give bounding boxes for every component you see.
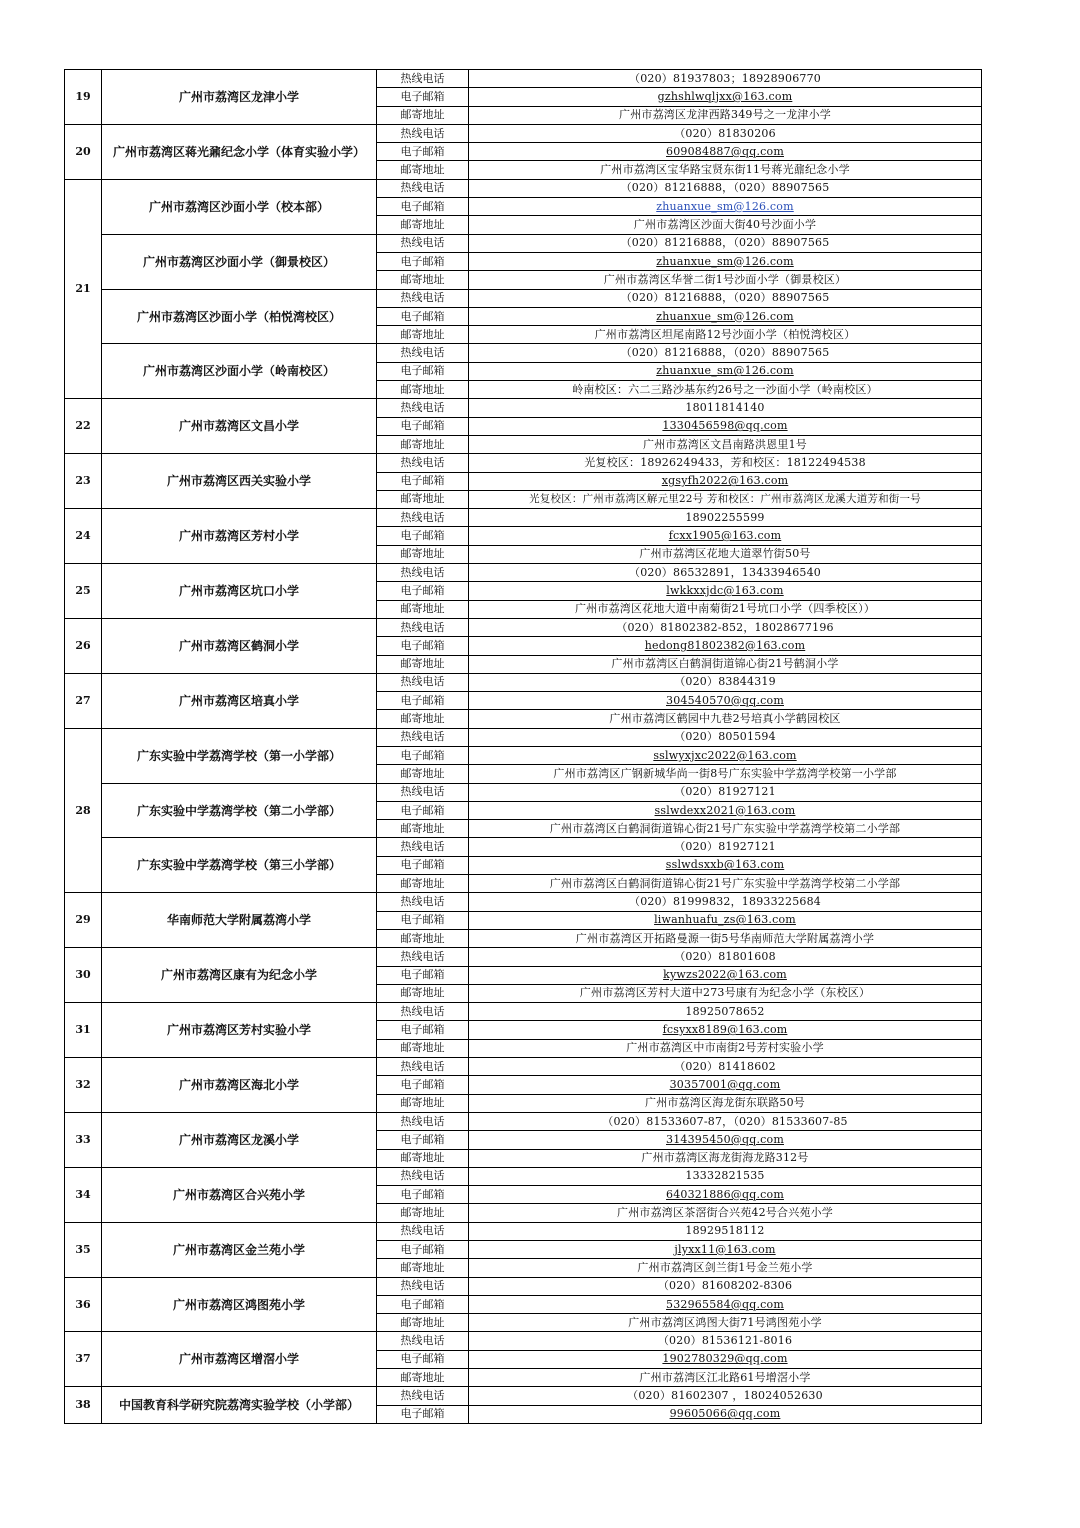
row-number: 26 xyxy=(65,618,102,673)
mailing-address-value: 广州市荔湾区海龙街东联路50号 xyxy=(469,1094,982,1112)
email-address[interactable]: 99605066@qq.com xyxy=(669,1407,781,1421)
row-number: 38 xyxy=(65,1387,102,1424)
school-name: 广州市荔湾区芳村实验小学 xyxy=(102,1003,377,1058)
school-name: 广州市荔湾区沙面小学（岭南校区） xyxy=(102,344,377,399)
email-address[interactable]: fcsyxx8189@163.com xyxy=(662,1023,788,1037)
email-link[interactable] xyxy=(469,692,982,710)
hotline-value: （020）80501594 xyxy=(469,728,982,746)
school-name: 广州市荔湾区康有为纪念小学 xyxy=(102,948,377,1003)
mailing-address-value: 广州市荔湾区白鹤洞街道锦心街21号鹤洞小学 xyxy=(469,655,982,673)
table-row xyxy=(65,728,982,746)
email-label: 电子邮箱 xyxy=(377,692,469,710)
email-address[interactable]: 314395450@qq.com xyxy=(666,1132,784,1146)
email-label: 电子邮箱 xyxy=(377,966,469,984)
row-number: 32 xyxy=(65,1058,102,1113)
row-number: 37 xyxy=(65,1332,102,1387)
email-label: 电子邮箱 xyxy=(377,801,469,819)
address-label: 邮寄地址 xyxy=(377,1149,469,1167)
phone-label: 热线电话 xyxy=(377,399,469,417)
table-row xyxy=(65,344,982,362)
email-link[interactable] xyxy=(469,911,982,929)
hotline-value: 18925078652 xyxy=(469,1003,982,1021)
table-row xyxy=(65,564,982,582)
phone-label: 热线电话 xyxy=(377,1277,469,1295)
email-label: 电子邮箱 xyxy=(377,1295,469,1313)
email-label: 电子邮箱 xyxy=(377,88,469,106)
row-number: 23 xyxy=(65,454,102,509)
address-label: 邮寄地址 xyxy=(377,271,469,289)
email-link[interactable] xyxy=(469,88,982,106)
hotline-value: （020）81536121-8016 xyxy=(469,1332,982,1350)
table-row xyxy=(65,1058,982,1076)
email-link[interactable] xyxy=(469,252,982,270)
email-link[interactable] xyxy=(469,1021,982,1039)
phone-label: 热线电话 xyxy=(377,618,469,636)
hotline-value: （020）81999832，18933225684 xyxy=(469,893,982,911)
email-address[interactable]: gzhshlwqljxx@163.com xyxy=(657,89,793,103)
hotline-value: 18902255599 xyxy=(469,509,982,527)
table-row xyxy=(65,509,982,527)
school-name: 华南师范大学附属荔湾小学 xyxy=(102,893,377,948)
table-row xyxy=(65,289,982,307)
school-name: 中国教育科学研究院荔湾实验学校（小学部） xyxy=(102,1387,377,1424)
email-address[interactable]: kywzs2022@163.com xyxy=(663,968,787,982)
phone-label: 热线电话 xyxy=(377,728,469,746)
email-link[interactable] xyxy=(469,1295,982,1313)
hotline-value: （020）81216888，（020）88907565 xyxy=(469,344,982,362)
email-link[interactable] xyxy=(469,1241,982,1259)
email-link[interactable] xyxy=(469,527,982,545)
school-name: 广州市荔湾区文昌小学 xyxy=(102,399,377,454)
table-row xyxy=(65,838,982,856)
phone-label: 热线电话 xyxy=(377,838,469,856)
email-link[interactable] xyxy=(469,1350,982,1368)
phone-label: 热线电话 xyxy=(377,454,469,472)
phone-label: 热线电话 xyxy=(377,1058,469,1076)
hotline-value: （020）81927121 xyxy=(469,783,982,801)
email-label: 电子邮箱 xyxy=(377,582,469,600)
mailing-address-value: 广州市荔湾区华誉二街1号沙面小学（御景校区） xyxy=(469,271,982,289)
email-address[interactable]: 1330456598@qq.com xyxy=(662,419,788,433)
email-label: 电子邮箱 xyxy=(377,637,469,655)
hotline-value: （020）81608202-8306 xyxy=(469,1277,982,1295)
school-name: 广东实验中学荔湾学校（第三小学部） xyxy=(102,838,377,893)
row-number: 22 xyxy=(65,399,102,454)
hotline-value: （020）81830206 xyxy=(469,124,982,142)
mailing-address-value: 广州市荔湾区白鹤洞街道锦心街21号广东实验中学荔湾学校第二小学部 xyxy=(469,875,982,893)
row-number: 25 xyxy=(65,564,102,619)
phone-label: 热线电话 xyxy=(377,1332,469,1350)
hotline-value: 18011814140 xyxy=(469,399,982,417)
email-link[interactable] xyxy=(469,417,982,435)
school-name: 广州市荔湾区鹤洞小学 xyxy=(102,618,377,673)
address-label: 邮寄地址 xyxy=(377,545,469,563)
hotline-value: （020）81602307 ，18024052630 xyxy=(469,1387,982,1405)
email-address[interactable]: liwanhuafu_zs@163.com xyxy=(654,913,796,927)
school-name: 广东实验中学荔湾学校（第一小学部） xyxy=(102,728,377,783)
mailing-address-value: 广州市荔湾区中市南街2号芳村实验小学 xyxy=(469,1039,982,1057)
address-label: 邮寄地址 xyxy=(377,1314,469,1332)
phone-label: 热线电话 xyxy=(377,179,469,197)
hotline-value: （020）81216888，（020）88907565 xyxy=(469,234,982,252)
school-name: 广州市荔湾区龙溪小学 xyxy=(102,1112,377,1167)
email-address[interactable]: 304540570@qq.com xyxy=(666,693,784,707)
row-number: 34 xyxy=(65,1167,102,1222)
phone-label: 热线电话 xyxy=(377,1222,469,1240)
email-address[interactable]: 609084887@qq.com xyxy=(666,144,784,158)
mailing-address-value: 光复校区：广州市荔湾区解元里22号 芳和校区：广州市荔湾区龙溪大道芳和街一号 xyxy=(469,490,982,508)
email-address[interactable]: jlyxx11@163.com xyxy=(674,1242,776,1256)
mailing-address-value: 岭南校区：六二三路沙基东约26号之一沙面小学（岭南校区） xyxy=(469,381,982,399)
hotline-value: （020）83844319 xyxy=(469,673,982,691)
row-number: 19 xyxy=(65,70,102,125)
email-link[interactable] xyxy=(469,472,982,490)
row-number: 30 xyxy=(65,948,102,1003)
email-link[interactable] xyxy=(469,582,982,600)
address-label: 邮寄地址 xyxy=(377,1259,469,1277)
school-name: 广州市荔湾区蒋光鼐纪念小学（体育实验小学） xyxy=(102,124,377,179)
table-row xyxy=(65,948,982,966)
email-link[interactable] xyxy=(469,637,982,655)
email-address[interactable]: sslwyxjxc2022@163.com xyxy=(653,748,797,762)
address-label: 邮寄地址 xyxy=(377,929,469,947)
table-row xyxy=(65,1167,982,1185)
address-label: 邮寄地址 xyxy=(377,490,469,508)
phone-label: 热线电话 xyxy=(377,1003,469,1021)
mailing-address-value: 广州市荔湾区沙面大街40号沙面小学 xyxy=(469,216,982,234)
email-address[interactable]: fcxx1905@163.com xyxy=(668,529,782,543)
email-address[interactable]: zhuanxue_sm@126.com xyxy=(656,199,794,213)
email-link[interactable] xyxy=(469,307,982,325)
email-address[interactable]: 30357001@qq.com xyxy=(669,1077,781,1091)
email-address[interactable]: zhuanxue_sm@126.com xyxy=(656,309,794,323)
mailing-address-value: 广州市荔湾区芳村大道中273号康有为纪念小学（东校区） xyxy=(469,984,982,1002)
phone-label: 热线电话 xyxy=(377,1387,469,1405)
row-number: 24 xyxy=(65,509,102,564)
email-label: 电子邮箱 xyxy=(377,1076,469,1094)
address-label: 邮寄地址 xyxy=(377,381,469,399)
row-number: 33 xyxy=(65,1112,102,1167)
phone-label: 热线电话 xyxy=(377,564,469,582)
school-name: 广州市荔湾区增滘小学 xyxy=(102,1332,377,1387)
table-row xyxy=(65,1003,982,1021)
hotline-value: （020）86532891，13433946540 xyxy=(469,564,982,582)
school-name: 广州市荔湾区坑口小学 xyxy=(102,564,377,619)
phone-label: 热线电话 xyxy=(377,344,469,362)
phone-label: 热线电话 xyxy=(377,1112,469,1130)
row-number: 31 xyxy=(65,1003,102,1058)
mailing-address-value: 广州市荔湾区广钢新城华尚一街8号广东实验中学荔湾学校第一小学部 xyxy=(469,765,982,783)
email-label: 电子邮箱 xyxy=(377,362,469,380)
row-number: 21 xyxy=(65,179,102,399)
school-name: 广州市荔湾区沙面小学（御景校区） xyxy=(102,234,377,289)
address-label: 邮寄地址 xyxy=(377,600,469,618)
mailing-address-value: 广州市荔湾区花地大道中南菊街21号坑口小学（四季校区）） xyxy=(469,600,982,618)
phone-label: 热线电话 xyxy=(377,1167,469,1185)
email-link[interactable] xyxy=(469,1405,982,1423)
phone-label: 热线电话 xyxy=(377,234,469,252)
mailing-address-value: 广州市荔湾区江北路61号增滘小学 xyxy=(469,1369,982,1387)
school-name: 广州市荔湾区芳村小学 xyxy=(102,509,377,564)
table-row xyxy=(65,1387,982,1405)
email-label: 电子邮箱 xyxy=(377,472,469,490)
school-name: 广州市荔湾区培真小学 xyxy=(102,673,377,728)
mailing-address-value: 广州市荔湾区龙津西路349号之一龙津小学 xyxy=(469,106,982,124)
address-label: 邮寄地址 xyxy=(377,655,469,673)
table-row xyxy=(65,618,982,636)
email-label: 电子邮箱 xyxy=(377,307,469,325)
email-link[interactable] xyxy=(469,143,982,161)
table-row xyxy=(65,1277,982,1295)
hotline-value: 光复校区：18926249433，芳和校区：18122494538 xyxy=(469,454,982,472)
hotline-value: 18929518112 xyxy=(469,1222,982,1240)
email-label: 电子邮箱 xyxy=(377,1241,469,1259)
email-label: 电子邮箱 xyxy=(377,527,469,545)
school-name: 广州市荔湾区西关实验小学 xyxy=(102,454,377,509)
mailing-address-value: 广州市荔湾区白鹤洞街道锦心街21号广东实验中学荔湾学校第二小学部 xyxy=(469,820,982,838)
email-address[interactable]: zhuanxue_sm@126.com xyxy=(656,254,794,268)
address-label: 邮寄地址 xyxy=(377,765,469,783)
table-row xyxy=(65,1222,982,1240)
email-address[interactable]: 640321886@qq.com xyxy=(666,1187,784,1201)
hotline-value: （020）81801608 xyxy=(469,948,982,966)
email-address[interactable]: lwkkxxjdc@163.com xyxy=(666,583,784,597)
email-link[interactable] xyxy=(469,746,982,764)
school-name: 广州市荔湾区沙面小学（柏悦湾校区） xyxy=(102,289,377,344)
address-label: 邮寄地址 xyxy=(377,1039,469,1057)
mailing-address-value: 广州市荔湾区剑兰街1号金兰苑小学 xyxy=(469,1259,982,1277)
mailing-address-value: 广州市荔湾区宝华路宝贤东街11号蒋光鼐纪念小学 xyxy=(469,161,982,179)
phone-label: 热线电话 xyxy=(377,783,469,801)
address-label: 邮寄地址 xyxy=(377,106,469,124)
email-link[interactable] xyxy=(469,1131,982,1149)
phone-label: 热线电话 xyxy=(377,673,469,691)
school-name: 广州市荔湾区合兴苑小学 xyxy=(102,1167,377,1222)
email-link[interactable] xyxy=(469,362,982,380)
table-row xyxy=(65,124,982,142)
table-row xyxy=(65,70,982,88)
address-label: 邮寄地址 xyxy=(377,875,469,893)
address-label: 邮寄地址 xyxy=(377,710,469,728)
school-contact-table xyxy=(64,69,982,1424)
mailing-address-value: 广州市荔湾区文昌南路洪恩里1号 xyxy=(469,435,982,453)
school-name: 广东实验中学荔湾学校（第二小学部） xyxy=(102,783,377,838)
address-label: 邮寄地址 xyxy=(377,161,469,179)
email-link[interactable] xyxy=(469,801,982,819)
email-link[interactable] xyxy=(469,1186,982,1204)
hotline-value: 13332821535 xyxy=(469,1167,982,1185)
table-row xyxy=(65,234,982,252)
mailing-address-value: 广州市荔湾区鸿图大街71号鸿图苑小学 xyxy=(469,1314,982,1332)
email-link[interactable] xyxy=(469,966,982,984)
hotline-value: （020）81216888，（020）88907565 xyxy=(469,289,982,307)
email-link[interactable] xyxy=(469,198,982,216)
email-link[interactable] xyxy=(469,1076,982,1094)
email-address[interactable]: 1902780329@qq.com xyxy=(662,1352,788,1366)
hotline-value: （020）81802382-852，18028677196 xyxy=(469,618,982,636)
hotline-value: （020）81216888，（020）88907565 xyxy=(469,179,982,197)
email-label: 电子邮箱 xyxy=(377,856,469,874)
address-label: 邮寄地址 xyxy=(377,1094,469,1112)
email-label: 电子邮箱 xyxy=(377,911,469,929)
table-row xyxy=(65,454,982,472)
phone-label: 热线电话 xyxy=(377,893,469,911)
table-row xyxy=(65,1112,982,1130)
address-label: 邮寄地址 xyxy=(377,820,469,838)
email-address[interactable]: xgsyfh2022@163.com xyxy=(661,474,789,488)
email-label: 电子邮箱 xyxy=(377,1405,469,1423)
row-number: 35 xyxy=(65,1222,102,1277)
phone-label: 热线电话 xyxy=(377,70,469,88)
mailing-address-value: 广州市荔湾区茶滘街合兴苑42号合兴苑小学 xyxy=(469,1204,982,1222)
table-row xyxy=(65,893,982,911)
email-label: 电子邮箱 xyxy=(377,1186,469,1204)
address-label: 邮寄地址 xyxy=(377,984,469,1002)
email-label: 电子邮箱 xyxy=(377,198,469,216)
hotline-value: （020）81937803；18928906770 xyxy=(469,70,982,88)
hotline-value: （020）81418602 xyxy=(469,1058,982,1076)
school-name: 广州市荔湾区鸿图苑小学 xyxy=(102,1277,377,1332)
email-label: 电子邮箱 xyxy=(377,746,469,764)
phone-label: 热线电话 xyxy=(377,948,469,966)
mailing-address-value: 广州市荔湾区鹤园中九巷2号培真小学鹤园校区 xyxy=(469,710,982,728)
mailing-address-value: 广州市荔湾区开拓路曼源一街5号华南师范大学附属荔湾小学 xyxy=(469,929,982,947)
phone-label: 热线电话 xyxy=(377,124,469,142)
email-label: 电子邮箱 xyxy=(377,1131,469,1149)
address-label: 邮寄地址 xyxy=(377,435,469,453)
address-label: 邮寄地址 xyxy=(377,216,469,234)
address-label: 邮寄地址 xyxy=(377,1369,469,1387)
address-label: 邮寄地址 xyxy=(377,1204,469,1222)
hotline-value: （020）81927121 xyxy=(469,838,982,856)
phone-label: 热线电话 xyxy=(377,289,469,307)
row-number: 36 xyxy=(65,1277,102,1332)
email-label: 电子邮箱 xyxy=(377,1350,469,1368)
school-name: 广州市荔湾区龙津小学 xyxy=(102,70,377,125)
email-label: 电子邮箱 xyxy=(377,1021,469,1039)
mailing-address-value: 广州市荔湾区花地大道翠竹街50号 xyxy=(469,545,982,563)
row-number: 20 xyxy=(65,124,102,179)
email-address[interactable]: hedong81802382@163.com xyxy=(644,638,806,652)
phone-label: 热线电话 xyxy=(377,509,469,527)
row-number: 27 xyxy=(65,673,102,728)
email-label: 电子邮箱 xyxy=(377,417,469,435)
table-row xyxy=(65,179,982,197)
table-row xyxy=(65,1332,982,1350)
school-name: 广州市荔湾区海北小学 xyxy=(102,1058,377,1113)
address-label: 邮寄地址 xyxy=(377,326,469,344)
row-number: 28 xyxy=(65,728,102,893)
school-name: 广州市荔湾区沙面小学（校本部） xyxy=(102,179,377,234)
email-address[interactable]: zhuanxue_sm@126.com xyxy=(656,364,794,378)
table-row xyxy=(65,673,982,691)
email-link[interactable] xyxy=(469,856,982,874)
table-row xyxy=(65,783,982,801)
email-label: 电子邮箱 xyxy=(377,252,469,270)
table-row xyxy=(65,399,982,417)
email-label: 电子邮箱 xyxy=(377,143,469,161)
mailing-address-value: 广州市荔湾区海龙街海龙路312号 xyxy=(469,1149,982,1167)
row-number: 29 xyxy=(65,893,102,948)
email-address[interactable]: sslwdsxxb@163.com xyxy=(665,858,785,872)
email-address[interactable]: 532965584@qq.com xyxy=(666,1297,784,1311)
email-address[interactable]: sslwdexx2021@163.com xyxy=(654,803,796,817)
hotline-value: （020）81533607-87，（020）81533607-85 xyxy=(469,1112,982,1130)
mailing-address-value: 广州市荔湾区坦尾南路12号沙面小学（柏悦湾校区） xyxy=(469,326,982,344)
school-name: 广州市荔湾区金兰苑小学 xyxy=(102,1222,377,1277)
